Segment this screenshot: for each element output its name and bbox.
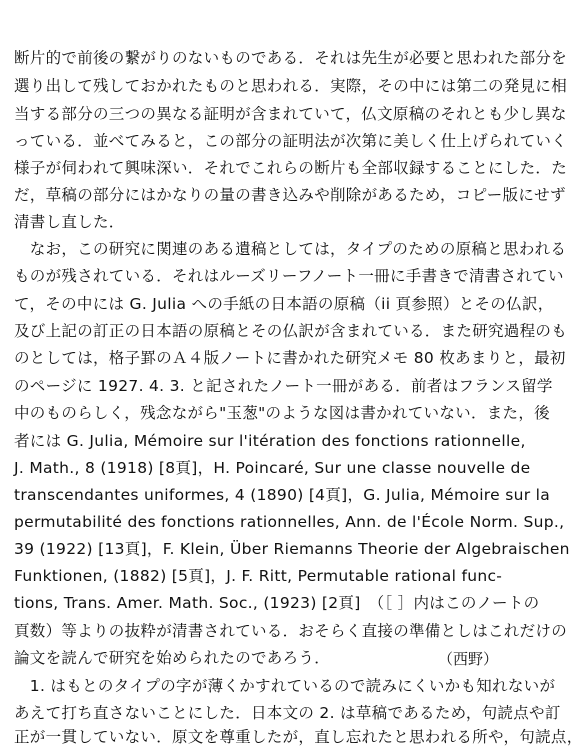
text-line: 中のものらしく，残念ながら"玉葱"のような図は書かれていない．また，後 bbox=[14, 404, 550, 422]
text-line: 者には G. Julia, Mémoire sur l'itération des fonctions rationnelle, bbox=[14, 432, 526, 450]
text-line: permutabilité des fonctions rationnelles, Ann. de l'École Norm. Sup., bbox=[14, 513, 565, 531]
text-line: 様子が伺われて興味深い．それでこれらの断片も全部収録することにした．た bbox=[14, 159, 568, 177]
text-line: て，その中には G. Julia への手紙の日本語の原稿（ii 頁参照）とその仏訳， bbox=[14, 295, 554, 313]
text-line: のページに 1927. 4. 3. と記されたノート一冊がある．前者はフランス留学 bbox=[14, 377, 553, 395]
text-line: 39 (1922) [13頁]，F. Klein, Über Riemanns Theorie der Algebraischen bbox=[14, 540, 570, 558]
text-line: あえて打ち直さないことにした．日本文の 2. は草稿であるため，句読点や訂 bbox=[14, 704, 561, 722]
text-line: 頁数）等よりの抜粋が清書されている．おそらく直接の準備としはこれだけの bbox=[14, 622, 568, 640]
text-line: だ，草稿の部分にはかなりの量の書き込みや削除があるため，コピー版にせず bbox=[14, 186, 566, 204]
text-line: tions, Trans. Amer. Math. Soc., (1923) [2頁] （［ ］内はこのノートの bbox=[14, 594, 540, 612]
text-line: Funktionen, (1882) [5頁]，J. F. Ritt, Permutable rational func- bbox=[14, 567, 503, 585]
text-line: っている．並べてみると，この部分の証明法が次第に美しく仕上げられていく bbox=[14, 132, 568, 150]
author-signature: （西野） bbox=[437, 650, 498, 668]
text-line: ものが残されている．それはルーズリーフノート一冊に手書きで清書されてい bbox=[14, 267, 564, 285]
text-line: 正が一貫していない．原文を尊重したが，直し忘れたと思われる所や，句読点， bbox=[14, 728, 583, 746]
text-line: 選り出して残しておかれたものと思われる．実際，その中には第二の発見に相 bbox=[14, 77, 568, 95]
text-line: transcendantes uniformes, 4 (1890) [4頁]，G. Julia, Mémoire sur la bbox=[14, 486, 550, 504]
text-line: J. Math., 8 (1918) [8頁]，H. Poincaré, Sur une classe nouvelle de bbox=[14, 459, 531, 477]
text-line: 論文を読んで研究を始められたのであろう． bbox=[14, 649, 331, 667]
text-line: 1. はもとのタイプの字が薄くかすれているので読みにくいかも知れないが bbox=[14, 677, 556, 695]
text-line: 清書し直した． bbox=[14, 213, 125, 231]
text-line: のとしては，格子罫のＡ４版ノートに書かれた研究メモ 80 枚あまりと，最初 bbox=[14, 349, 566, 367]
text-line: なお，この研究に関連のある遺稿としては，タイプのための原稿と思われる bbox=[14, 240, 567, 258]
text-line: 断片的で前後の繋がりのないものである．それは先生が必要と思われた部分を bbox=[14, 49, 568, 67]
text-line: 当する部分の三つの異なる証明が含まれていて，仏文原稿のそれとも少し異な bbox=[14, 105, 567, 123]
text-line: 及び上記の訂正の日本語の原稿とその仏訳が含まれている．また研究過程のも bbox=[14, 322, 568, 340]
